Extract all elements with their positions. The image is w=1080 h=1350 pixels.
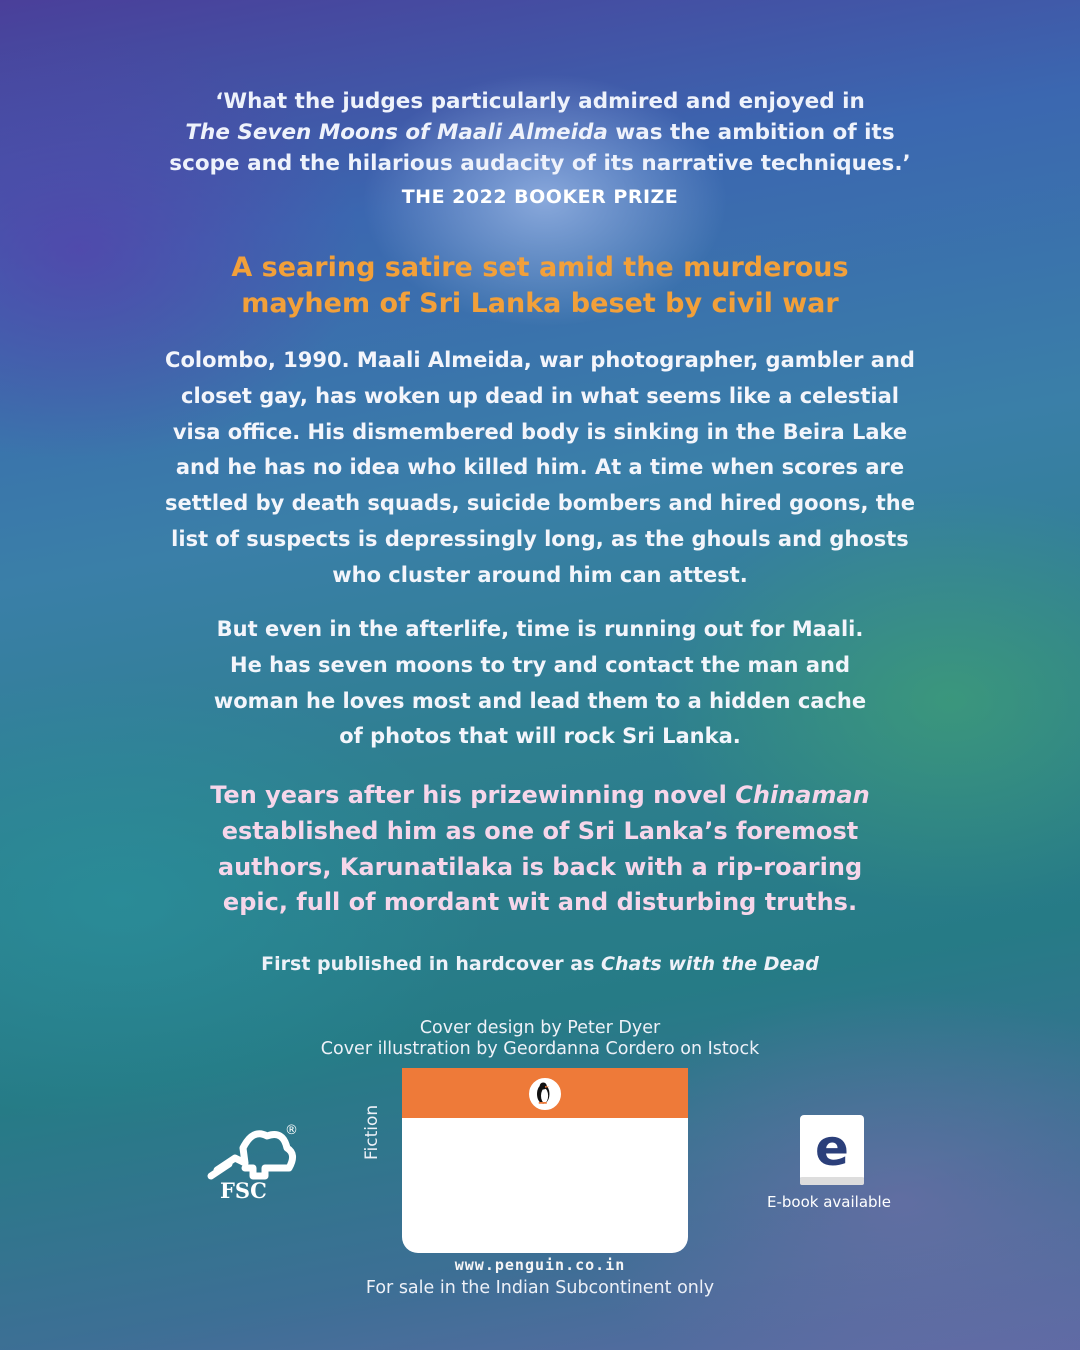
para2-line: But even in the afterlife, time is running out for Maali. — [216, 617, 864, 641]
para3-line-3: authors, Karunatilaka is back with a rip-roaring — [217, 852, 863, 881]
penguin-website: www.penguin.co.in — [454, 1256, 626, 1274]
quote-source: THE 2022 BOOKER PRIZE — [401, 186, 679, 208]
synopsis-paragraph-1 — [0, 343, 1080, 594]
quote-line-2 — [0, 117, 1080, 148]
para1-line: settled by death squads, suicide bombers and hired goons, the — [165, 491, 915, 516]
first-published-text: First published in hardcover as — [261, 953, 602, 975]
quote-line-3: scope and the hilarious audacity of its narrative techniques.’ — [169, 151, 911, 176]
first-published-note — [0, 953, 1080, 975]
penguin-orange-band — [402, 1068, 688, 1118]
para2-line: woman he loves most and lead them to a hidden cache — [213, 688, 867, 713]
quote-book-title: The Seven Moons of Maali Almeida — [185, 120, 608, 145]
quote-line-2-rest: was the ambition of its — [607, 120, 895, 145]
para2-line: of photos that will rock Sri Lanka. — [339, 724, 741, 749]
cover-design-credit: Cover design by Peter Dyer — [419, 1018, 661, 1038]
para3-line-1 — [0, 778, 1080, 814]
barcode-panel — [402, 1068, 688, 1253]
para1-line: and he has no idea who killed him. At a time when scores are — [175, 455, 905, 480]
synopsis-paragraph-2 — [0, 612, 1080, 755]
fsc-label: FSC — [220, 1178, 267, 1203]
para3-line-1-start: Ten years after his prizewinning novel — [210, 781, 736, 809]
first-published-title: Chats with the Dead — [601, 953, 819, 975]
ebook-available-label: E-book available — [767, 1193, 891, 1211]
para2-line: He has seven moons to try and contact the man and — [230, 652, 850, 677]
ebook-letter: e — [815, 1119, 849, 1177]
para1-line: visa office. His dismembered body is sinking in the Beira Lake — [172, 419, 908, 444]
penguin-logo-icon — [527, 1076, 563, 1112]
cover-illustration-credit: Cover illustration by Geordanna Cordero on Istock — [320, 1039, 760, 1059]
para3-line-2: established him as one of Sri Lanka’s foremost — [221, 816, 859, 845]
cover-credits — [0, 1018, 1080, 1060]
para1-line: closet gay, has woken up dead in what seems like a celestial — [181, 383, 899, 408]
tagline — [0, 250, 1080, 322]
ebook-icon — [796, 1113, 868, 1191]
fsc-registered-mark: ® — [285, 1123, 298, 1138]
para1-line: list of suspects is depressingly long, as the ghouls and ghosts — [171, 526, 909, 551]
sale-notice: For sale in the Indian Subcontinent only — [365, 1278, 715, 1298]
para1-line: who cluster around him can attest. — [332, 562, 748, 587]
para3-line-4: epic, full of mordant wit and disturbing truths. — [222, 888, 858, 917]
author-paragraph — [0, 778, 1080, 921]
penguin-icon — [529, 1078, 561, 1110]
tagline-line-2: mayhem of Sri Lanka beset by civil war — [241, 288, 839, 319]
para1-line: Colombo, 1990. Maali Almeida, war photographer, gambler and — [165, 348, 915, 372]
chinaman-title: Chinaman — [735, 781, 870, 809]
booker-quote — [0, 86, 1080, 179]
fiction-label: Fiction — [362, 1104, 382, 1160]
quote-line-1: ‘What the judges particularly admired and enjoyed in — [215, 89, 865, 114]
tagline-line-1: A searing satire set amid the murderous — [231, 252, 849, 283]
